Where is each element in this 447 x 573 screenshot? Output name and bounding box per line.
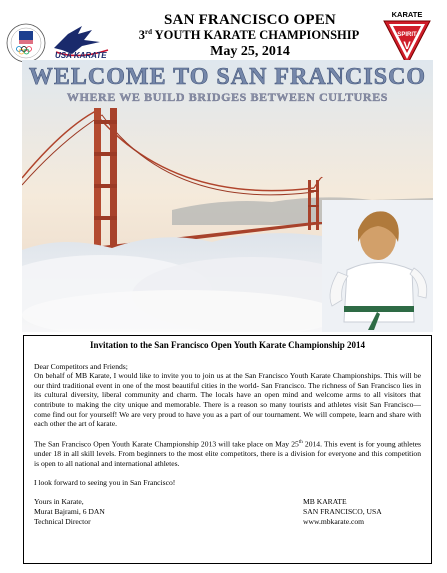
signature-right [303,497,382,526]
signature-left-line: Technical Director [34,516,91,526]
header [0,0,447,62]
banner-subheadline: WHERE WE BUILD BRIDGES BETWEEN CULTURES [66,90,389,104]
letter-paragraph-2: The San Francisco Open Youth Karate Championship 2013 will take place on May 25th 2014. This event is for young athletes under 18 in all skill levels. From beginners to the most elite competitors, there is a division for everyone and this competition is open to all national and international athletes. [34,439,422,469]
usa-karate-logo-text: USA KARATE [55,51,107,60]
letter-paragraph-3: I look forward to seeing you in San Francisco! [34,478,176,488]
spirit-logo-mid-text: SPIRIT [397,32,417,38]
spirit-logo-top-text: KARATE [391,10,423,19]
banner-headline: WELCOME TO SAN FRANCISCO [28,64,427,90]
letter-greeting: Dear Competitors and Friends; [34,361,128,371]
signature-right-line: SAN FRANCISCO, USA [303,507,382,517]
page-title: SAN FRANCISCO OPEN [164,12,336,28]
letter-title: Invitation to the San Francisco Open Youth Karate Championship 2014 [90,340,365,350]
golden-gate-bridge-photo-icon [22,60,433,332]
letter-paragraph-1: On behalf of MB Karate, I would like to invite you to join us at the San Francisco Youth Karate Championships. This will be our third traditional event in one of the most beautiful cities in the world- San Francisco. The richness of San Francisco lies in its cultural diversity, liberal community and charm. The locals have an open mind and welcome arms to all visitors that contribute to making the city unique and memorable. There is a reason so many tourists and athletes visit San Francisco—come find out for yourself! We are very proud to have you as a part of our tournament. We will compete, learn and share with each other the art of karate. [34,371,421,429]
signature-left-line: Murat Bajrami, 6 DAN [34,507,105,517]
banner-image [22,60,433,332]
signature-right-line: MB KARATE [303,497,347,507]
page-subtitle: 3rd YOUTH KARATE CHAMPIONSHIP [138,28,360,43]
invitation-letter [23,335,432,564]
signature-block [34,497,421,531]
us-olympic-rings-logo-icon [5,22,47,64]
website-link[interactable]: www.mbkarate.com [303,516,365,526]
signature-left-line: Yours in Karate, [34,497,84,507]
event-date: May 25, 2014 [210,44,290,59]
signature-left [34,497,105,526]
spirit-logo-bottom-text: V [403,40,411,52]
